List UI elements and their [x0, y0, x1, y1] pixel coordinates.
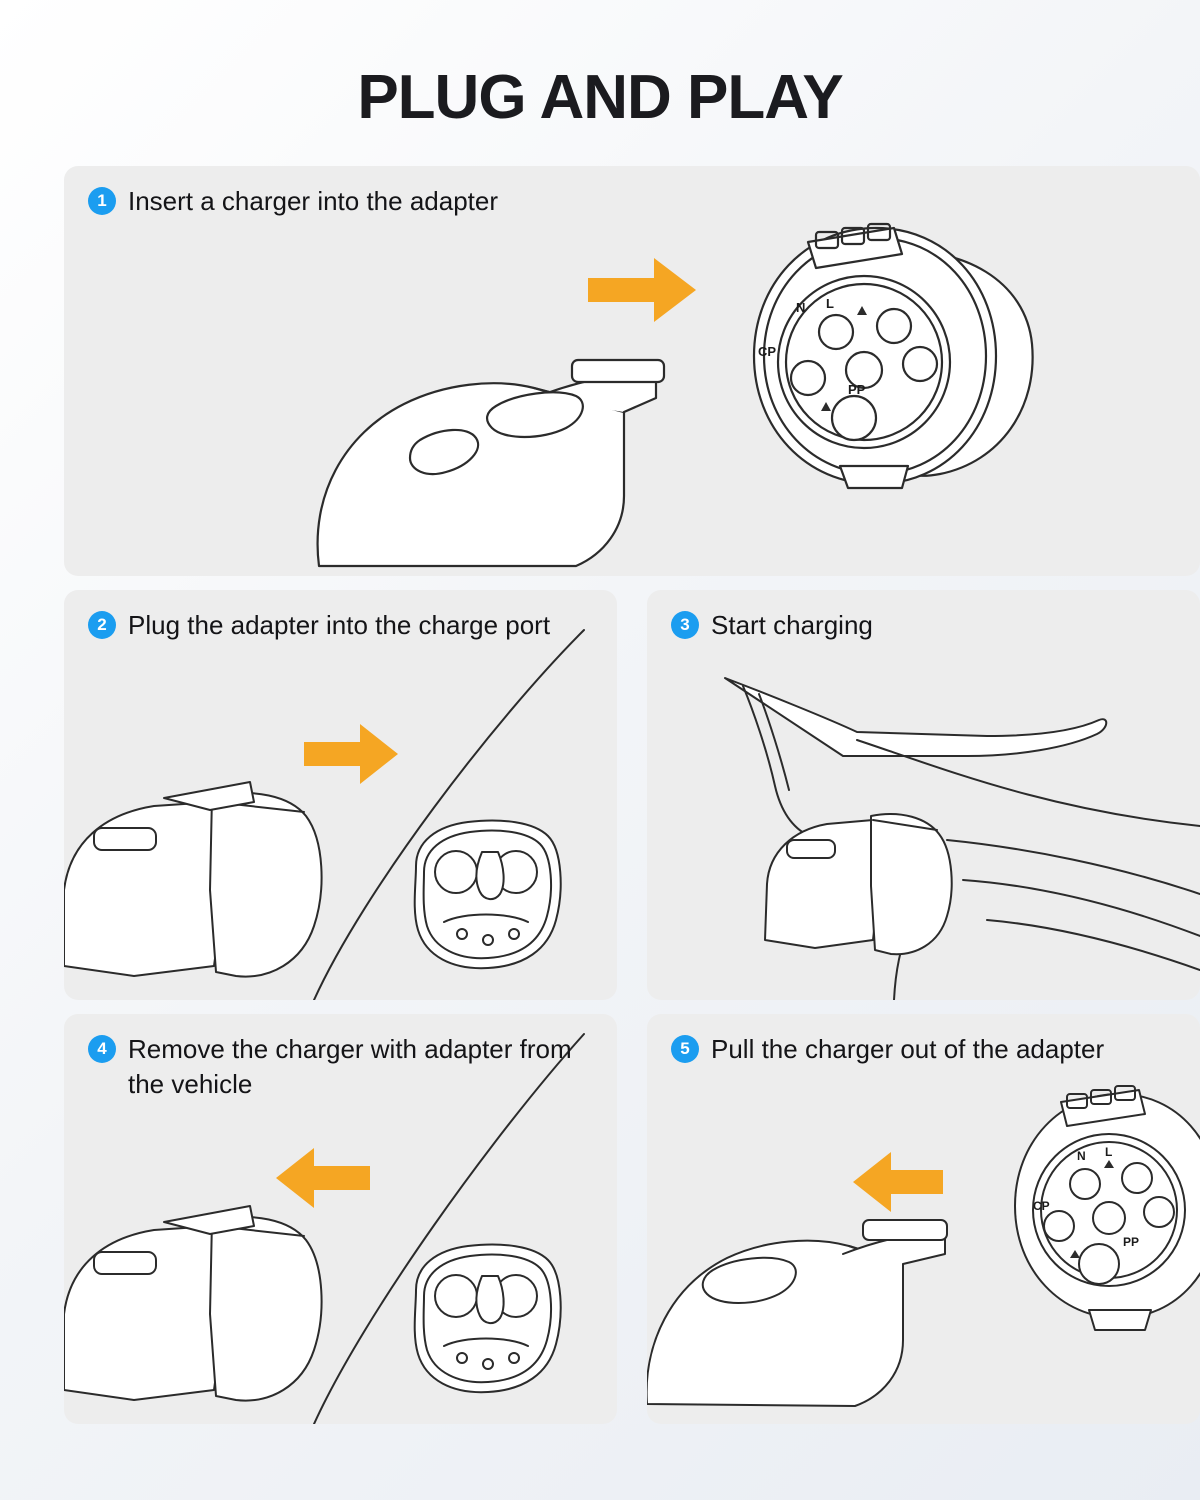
pin-label-l: L — [1105, 1145, 1113, 1160]
step-3-badge: 3 — [671, 611, 699, 639]
step-1-illustration — [64, 166, 1200, 576]
step-2-badge: 2 — [88, 611, 116, 639]
step-panel-5 — [647, 1014, 1200, 1424]
step-5-label — [671, 1032, 1180, 1066]
step-3-illustration — [647, 590, 1200, 1000]
step-4-text: Remove the charger with adapter from the vehicle — [128, 1034, 572, 1099]
step-1-text: Insert a charger into the adapter — [128, 186, 499, 217]
step-1-label — [88, 184, 1180, 218]
step-5-text: Pull the charger out of the adapter — [711, 1034, 1105, 1065]
step-panel-2 — [64, 590, 617, 1000]
step-panel-1 — [64, 166, 1200, 576]
arrow-left-icon — [276, 1148, 370, 1208]
page-title: PLUG AND PLAY — [357, 63, 843, 132]
pin-label-pp: PP — [848, 382, 866, 398]
step-4-label — [88, 1032, 597, 1101]
step-1-badge: 1 — [88, 187, 116, 215]
pin-label-cp: CP — [1033, 1199, 1050, 1214]
step-3-text: Start charging — [711, 610, 873, 641]
step-3-label — [671, 608, 1180, 642]
step-2-text: Plug the adapter into the charge port — [128, 610, 551, 641]
steps-grid — [32, 166, 1168, 1436]
step-4-badge: 4 — [88, 1035, 116, 1063]
arrow-right-icon — [588, 258, 696, 322]
step-2-illustration — [64, 590, 617, 1000]
step-panel-4 — [64, 1014, 617, 1424]
step-2-label — [88, 608, 597, 642]
arrow-right-icon — [304, 724, 398, 784]
arrow-left-icon — [853, 1152, 943, 1212]
pin-label-n: N — [796, 300, 806, 316]
step-panel-3 — [647, 590, 1200, 1000]
pin-label-n: N — [1077, 1149, 1086, 1164]
pin-label-cp: CP — [758, 344, 777, 360]
step-5-badge: 5 — [671, 1035, 699, 1063]
step-5-illustration — [647, 1014, 1200, 1424]
pin-label-pp: PP — [1123, 1235, 1140, 1250]
pin-label-l: L — [826, 296, 834, 312]
